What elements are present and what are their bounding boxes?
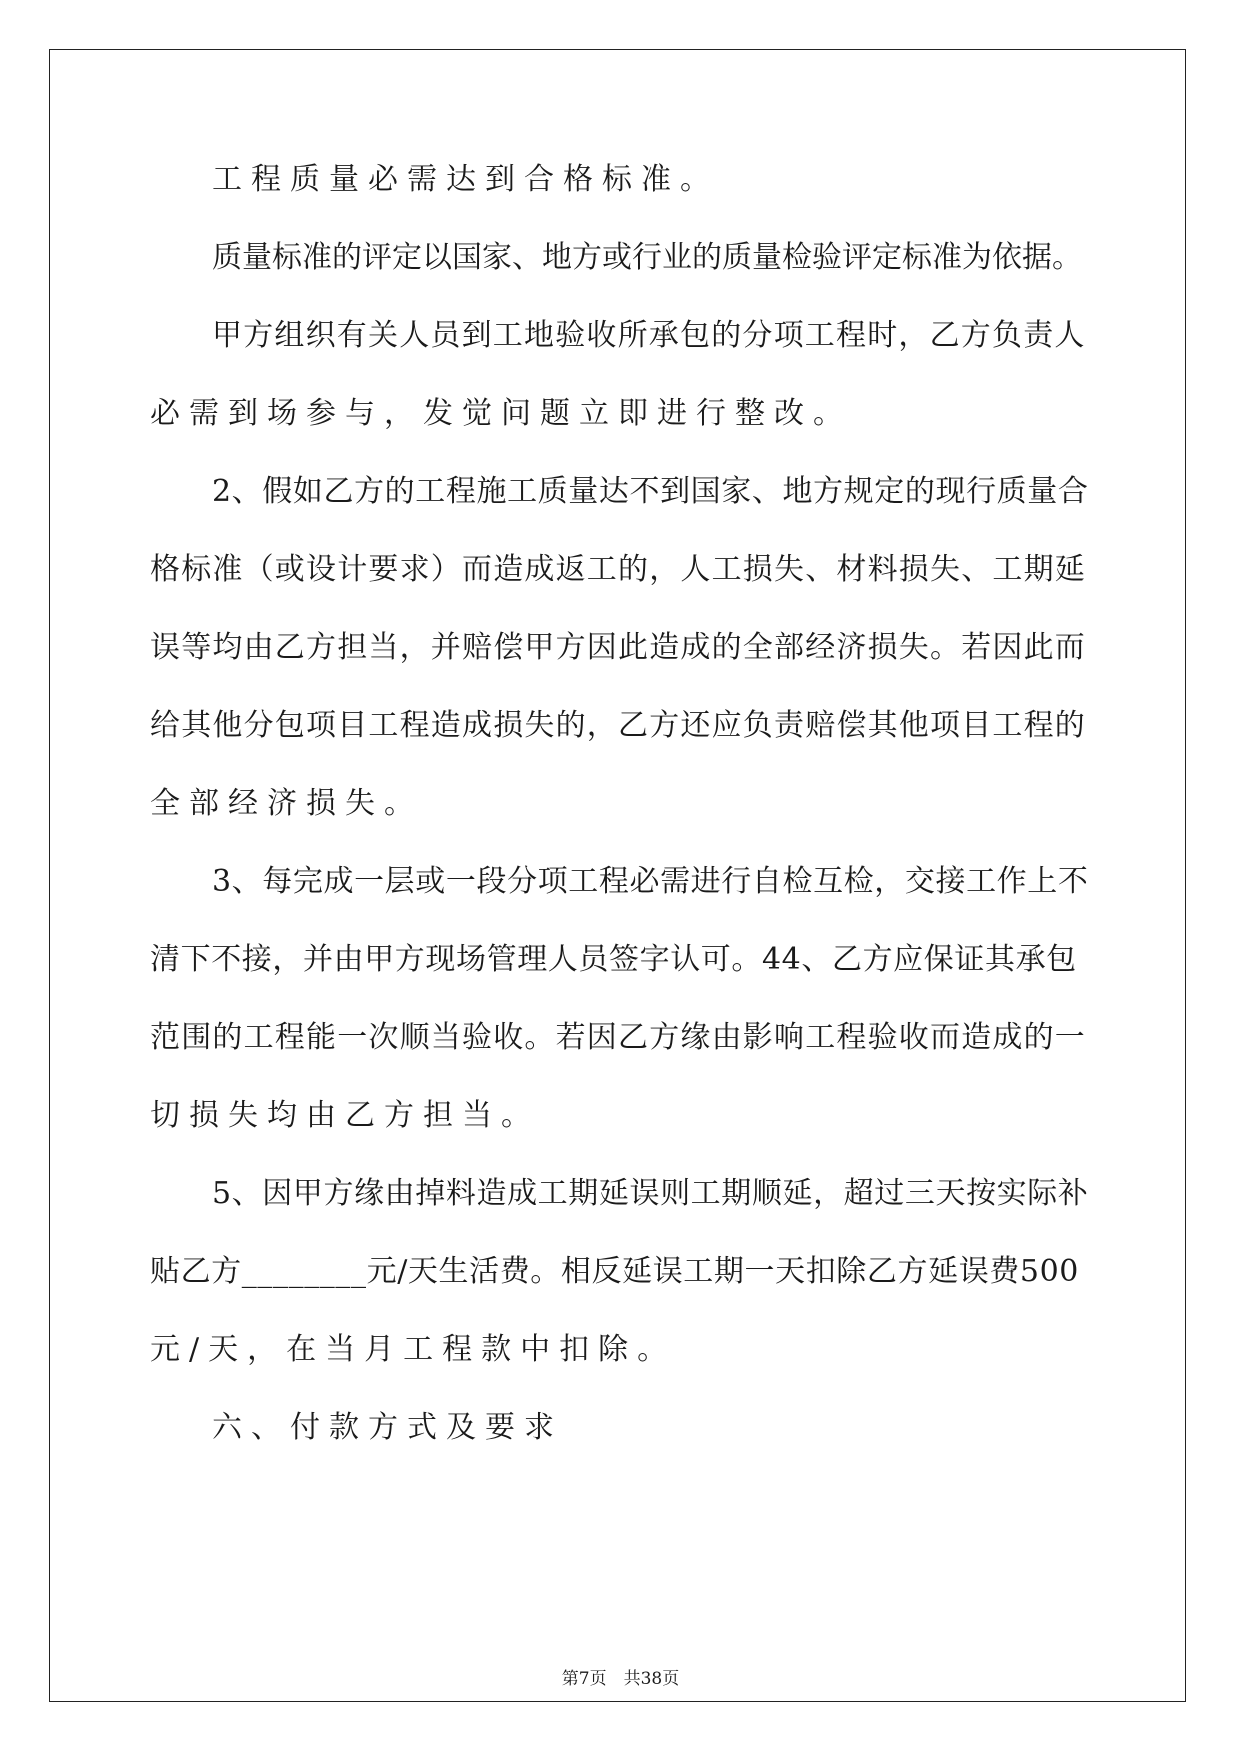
paragraph-line: 清下不接，并由甲方现场管理人员签字认可。44、乙方应保证其承包	[150, 942, 1077, 977]
paragraph-line: 必需到场参与，发觉问题立即进行整改。	[150, 396, 852, 431]
paragraph-line: 格标准（或设计要求）而造成返工的，人工损失、材料损失、工期延	[150, 552, 1086, 587]
page-number: 第7页 共38页	[561, 1669, 680, 1689]
paragraph-line: 2、假如乙方的工程施工质量达不到国家、地方规定的现行质量合	[212, 474, 1089, 509]
paragraph-line: 3、每完成一层或一段分项工程必需进行自检互检，交接工作上不	[212, 864, 1089, 899]
paragraph-line: 全部经济损失。	[150, 786, 423, 821]
paragraph-line: 甲方组织有关人员到工地验收所承包的分项工程时，乙方负责人	[212, 318, 1086, 353]
paragraph-line: 贴乙方________元/天生活费。相反延误工期一天扣除乙方延误费500	[150, 1254, 1079, 1289]
paragraph-line: 误等均由乙方担当，并赔偿甲方因此造成的全部经济损失。若因此而	[150, 630, 1086, 665]
paragraph-line: 5、因甲方缘由掉料造成工期延误则工期顺延，超过三天按实际补	[212, 1176, 1089, 1211]
paragraph-line: 切损失均由乙方担当。	[150, 1098, 540, 1133]
paragraph-line: 元/天，在当月工程款中扣除。	[150, 1332, 677, 1367]
paragraph-line: 工程质量必需达到合格标准。	[212, 162, 719, 197]
section-heading: 六、付款方式及要求	[212, 1410, 563, 1445]
paragraph-line: 质量标准的评定以国家、地方或行业的质量检验评定标准为依据。	[212, 240, 1082, 275]
paragraph-line: 范围的工程能一次顺当验收。若因乙方缘由影响工程验收而造成的一	[150, 1020, 1086, 1055]
paragraph-line: 给其他分包项目工程造成损失的，乙方还应负责赔偿其他项目工程的	[150, 708, 1086, 743]
document-body	[150, 160, 1090, 1486]
